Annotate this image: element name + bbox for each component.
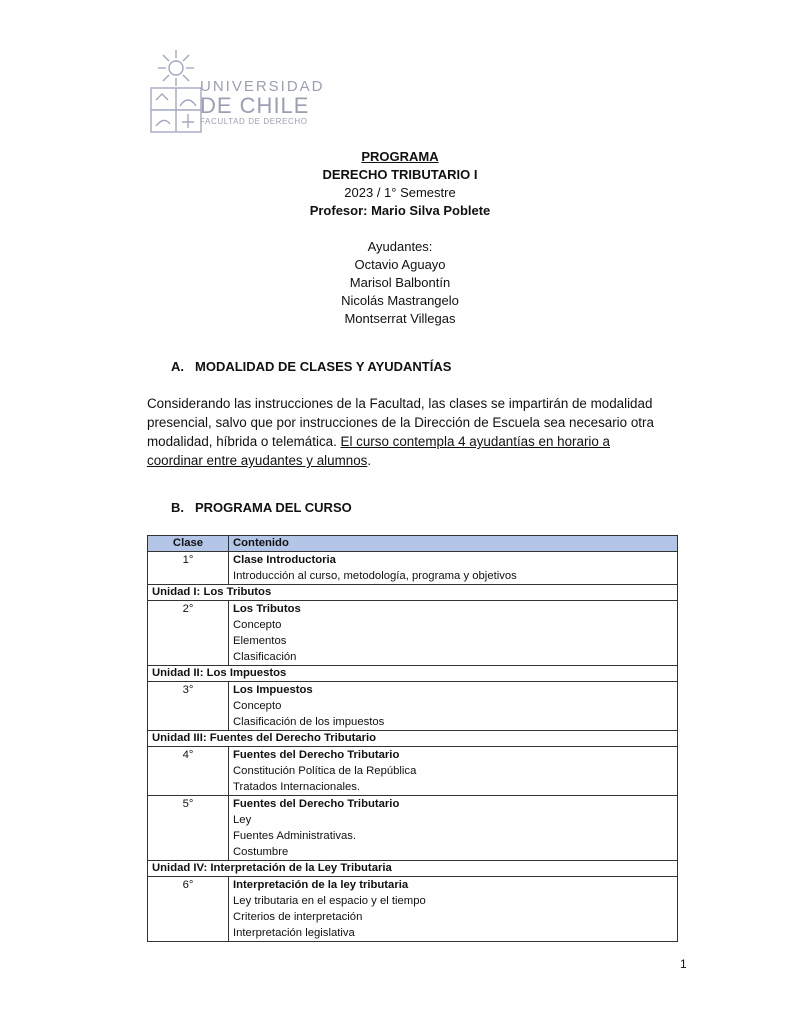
class-topic: Clasificación de los impuestos xyxy=(233,716,385,728)
section-a-letter: A. xyxy=(171,359,184,374)
class-number-text: 1° xyxy=(182,554,194,566)
section-a-heading xyxy=(171,359,451,374)
unit-label: Unidad I: Los Tributos xyxy=(148,585,678,601)
class-content xyxy=(229,552,678,585)
class-topic: Costumbre xyxy=(233,846,289,858)
professor: Profesor: Mario Silva Poblete xyxy=(309,203,491,218)
logo-wordmark xyxy=(200,78,325,127)
course-program-table xyxy=(147,535,678,942)
class-number xyxy=(148,796,229,861)
class-title: Fuentes del Derecho Tributario xyxy=(233,749,400,761)
unit-label: Unidad III: Fuentes del Derecho Tributario xyxy=(148,731,678,747)
assistant-name: Marisol Balbontín xyxy=(349,275,451,290)
section-a-title: MODALIDAD DE CLASES Y AYUDANTÍAS xyxy=(195,359,452,374)
table-row xyxy=(148,552,678,585)
class-topic: Ley tributaria en el espacio y el tiempo xyxy=(233,895,426,907)
class-content xyxy=(229,601,678,666)
class-topic: Clasificación xyxy=(233,651,297,663)
class-number-text: 4° xyxy=(182,749,194,761)
section-a-paragraph xyxy=(147,394,667,470)
university-seal-icon xyxy=(146,48,206,138)
class-topic: Interpretación legislativa xyxy=(233,927,355,939)
class-title: Clase Introductoria xyxy=(233,554,336,566)
class-topic: Tratados Internacionales. xyxy=(233,781,361,793)
class-number xyxy=(148,747,229,796)
assistant-name: Montserrat Villegas xyxy=(344,311,456,326)
logo-line-2: DE CHILE xyxy=(200,93,310,118)
class-topic: Criterios de interpretación xyxy=(233,911,363,923)
class-number-text: 3° xyxy=(182,684,194,696)
column-header-clase: Clase xyxy=(148,536,229,552)
table-row xyxy=(148,747,678,796)
university-logo xyxy=(146,48,325,138)
unit-row xyxy=(148,666,678,682)
unit-row xyxy=(148,731,678,747)
program-title: PROGRAMA xyxy=(361,149,439,164)
unit-label: Unidad IV: Interpretación de la Ley Tributaria xyxy=(148,861,678,877)
class-topic: Concepto xyxy=(233,700,282,712)
section-a-text-end: . xyxy=(367,453,372,468)
table-row xyxy=(148,796,678,861)
document-header xyxy=(0,148,800,328)
class-number xyxy=(148,682,229,731)
section-b-letter: B. xyxy=(171,500,184,515)
class-number-text: 5° xyxy=(182,798,194,810)
logo-line-3: FACULTAD DE DERECHO xyxy=(200,117,308,126)
unit-row xyxy=(148,861,678,877)
logo-line-1: UNIVERSIDAD xyxy=(200,78,325,95)
table-header-row xyxy=(148,536,678,552)
class-topic: Introducción al curso, metodología, programa y objetivos xyxy=(233,570,517,582)
table-row xyxy=(148,682,678,731)
section-a-underlined-text: El curso contempla 4 ayudantías en horario a coordinar entre ayudantes y alumnos xyxy=(147,434,610,468)
class-content xyxy=(229,747,678,796)
class-content xyxy=(229,796,678,861)
class-content xyxy=(229,682,678,731)
class-title: Interpretación de la ley tributaria xyxy=(233,879,409,891)
class-topic: Constitución Política de la República xyxy=(233,765,417,777)
page-number: 1 xyxy=(680,957,687,971)
table-row xyxy=(148,877,678,942)
unit-label: Unidad II: Los Impuestos xyxy=(148,666,678,682)
class-number-text: 2° xyxy=(182,603,194,615)
unit-row xyxy=(148,585,678,601)
assistant-name: Nicolás Mastrangelo xyxy=(341,293,459,308)
class-topic: Concepto xyxy=(233,619,282,631)
table-row xyxy=(148,601,678,666)
class-title: Los Impuestos xyxy=(233,684,313,696)
column-header-contenido: Contenido xyxy=(229,536,678,552)
class-number xyxy=(148,552,229,585)
class-topic: Elementos xyxy=(233,635,287,647)
class-title: Los Tributos xyxy=(233,603,301,615)
class-content xyxy=(229,877,678,942)
section-a-text: Considerando las instrucciones de la Facultad, las clases se impartirán de modalidad presencial, salvo que por instrucciones de la Dirección de Escuela sea necesario otra modalidad, híbrida o telemática. xyxy=(147,396,654,449)
section-b-title: PROGRAMA DEL CURSO xyxy=(195,500,352,515)
assistants-label: Ayudantes: xyxy=(367,239,433,254)
class-number xyxy=(148,601,229,666)
class-topic: Ley xyxy=(233,814,252,826)
semester: 2023 / 1° Semestre xyxy=(344,185,456,200)
class-number-text: 6° xyxy=(182,879,194,891)
class-topic: Fuentes Administrativas. xyxy=(233,830,357,842)
course-title: DERECHO TRIBUTARIO I xyxy=(322,167,478,182)
assistant-name: Octavio Aguayo xyxy=(354,257,446,272)
section-b-heading xyxy=(171,500,352,515)
class-title: Fuentes del Derecho Tributario xyxy=(233,798,400,810)
class-number xyxy=(148,877,229,942)
